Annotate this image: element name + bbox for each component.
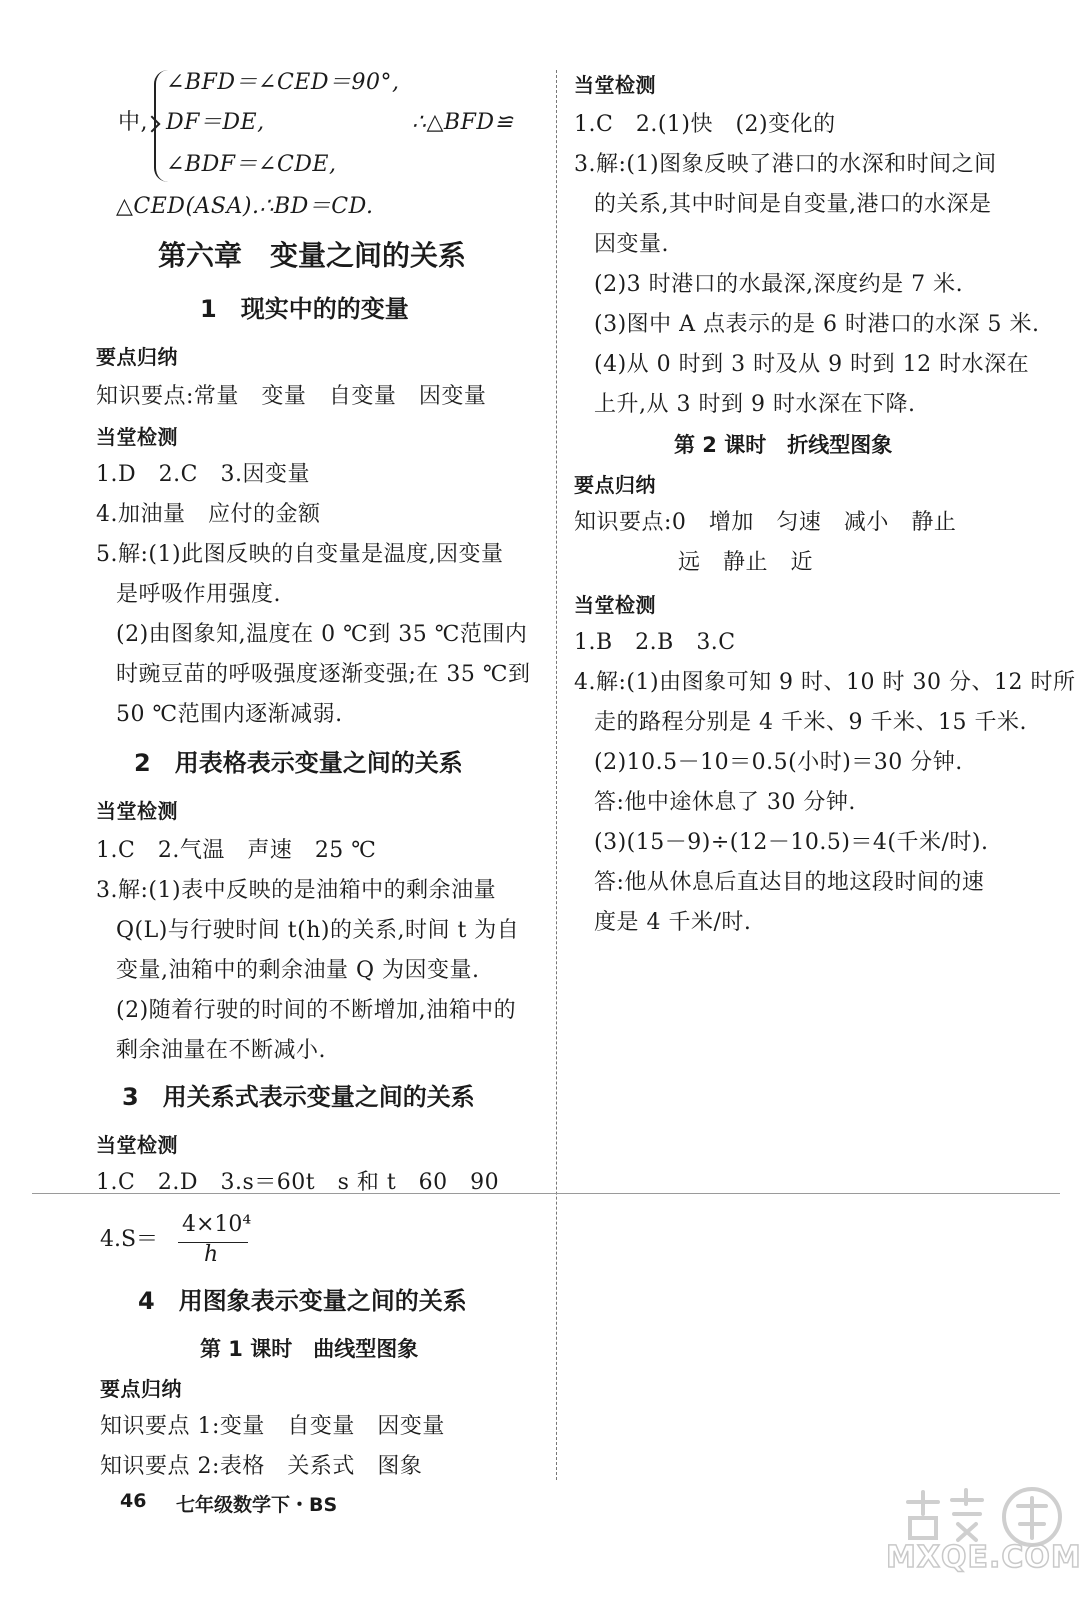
right-m-line-8: 度是 4 千米/时. xyxy=(594,910,752,935)
right-line-5: (2)3 时港口的水最深,深度约是 7 米. xyxy=(594,272,964,297)
section-4-heading-key-points: 要点归纳 xyxy=(100,1377,182,1401)
right-heading-check: 当堂检测 xyxy=(574,73,656,97)
page-number: 46 xyxy=(120,1490,147,1512)
section-4-title: 4 用图象表示变量之间的关系 xyxy=(138,1287,467,1315)
right-line-1: 1.C 2.(1)快 (2)变化的 xyxy=(574,112,836,137)
section-2-line-4: 变量,油箱中的剩余油量 Q 为因变量. xyxy=(116,958,480,983)
section-4-lesson-1: 第 1 课时 曲线型图象 xyxy=(200,1337,419,1361)
proof-line-2-tail: ∴△BFD≌ xyxy=(412,110,514,135)
section-1-knowledge: 知识要点:常量 变量 自变量 因变量 xyxy=(96,384,487,409)
section-1-heading-key-points: 要点归纳 xyxy=(96,345,178,369)
watermark-url: MXQE.COM xyxy=(886,1540,1082,1575)
right-m-line-5: 答:他中途休息了 30 分钟. xyxy=(594,790,856,815)
right-line-7: (4)从 0 时到 3 时及从 9 时到 12 时水深在 xyxy=(594,352,1030,377)
section-1-line-3: 5.解:(1)此图反映的自变量是温度,因变量 xyxy=(96,542,504,567)
section-1-line-7: 50 ℃范围内逐渐减弱. xyxy=(116,702,343,727)
right-heading-key-points: 要点归纳 xyxy=(574,473,656,497)
section-1-line-4: 是呼吸作用强度. xyxy=(116,582,281,607)
right-m-line-1: 1.B 2.B 3.C xyxy=(574,630,736,655)
section-4-knowledge-1: 知识要点 1:变量 自变量 因变量 xyxy=(100,1414,445,1439)
right-line-4: 因变量. xyxy=(594,232,669,257)
section-2-heading-check: 当堂检测 xyxy=(96,799,178,823)
section-2-line-2: 3.解:(1)表中反映的是油箱中的剩余油量 xyxy=(96,878,497,903)
right-line-8: 上升,从 3 时到 9 时水深在下降. xyxy=(594,392,916,417)
section-1-line-2: 4.加油量 应付的金额 xyxy=(96,502,321,527)
column-divider xyxy=(556,70,557,1480)
proof-line-2: DF＝DE, xyxy=(166,110,265,135)
right-knowledge-2: 远 静止 近 xyxy=(678,550,814,575)
section-4-knowledge-2: 知识要点 2:表格 关系式 图象 xyxy=(100,1454,423,1479)
section-2-line-1: 1.C 2.气温 声速 25 ℃ xyxy=(96,838,377,863)
formula-numerator: 4×10⁴ xyxy=(182,1212,252,1237)
section-1-line-5: (2)由图象知,温度在 0 ℃到 35 ℃范围内 xyxy=(116,622,528,647)
section-2-line-5: (2)随着行驶的时间的不断增加,油箱中的 xyxy=(116,998,517,1023)
right-knowledge-1: 知识要点:0 增加 匀速 减小 静止 xyxy=(574,510,957,535)
horizontal-divider xyxy=(32,1193,1060,1194)
right-m-line-4: (2)10.5－10＝0.5(小时)＝30 分钟. xyxy=(594,750,963,775)
section-1-line-6: 时豌豆苗的呼吸强度逐渐变强;在 35 ℃到 xyxy=(116,662,531,687)
chapter-title: 第六章 变量之间的关系 xyxy=(158,239,467,272)
section-3-title: 3 用关系式表示变量之间的关系 xyxy=(122,1083,475,1111)
section-1-heading-check: 当堂检测 xyxy=(96,425,178,449)
right-line-3: 的关系,其中时间是自变量,港口的水深是 xyxy=(594,192,992,217)
right-m-line-6: (3)(15－9)÷(12－10.5)＝4(千米/时). xyxy=(594,830,989,855)
right-m-line-7: 答:他从休息后直达目的地这段时间的速 xyxy=(594,870,985,895)
formula-denominator: h xyxy=(204,1242,219,1267)
right-m-line-3: 走的路程分别是 4 千米、9 千米、15 千米. xyxy=(594,710,1027,735)
right-m-line-2: 4.解:(1)由图象可知 9 时、10 时 30 分、12 时所 xyxy=(574,670,1076,695)
proof-line-3: ∠BDF＝∠CDE, xyxy=(166,152,337,177)
lesson-2-title: 第 2 课时 折线型图象 xyxy=(674,433,893,457)
right-heading-check-2: 当堂检测 xyxy=(574,593,656,617)
proof-conclusion: △CED(ASA).∴BD＝CD. xyxy=(116,194,374,219)
proof-line-1: ∠BFD＝∠CED＝90°, xyxy=(166,70,400,95)
section-1-title: 1 现实中的的变量 xyxy=(200,295,409,323)
section-3-line-1: 1.C 2.D 3.s＝60t s 和 t 60 90 xyxy=(96,1170,500,1195)
book-title: 七年级数学下・BS xyxy=(176,1494,338,1516)
section-1-line-1: 1.D 2.C 3.因变量 xyxy=(96,462,310,487)
section-2-line-3: Q(L)与行驶时间 t(h)的关系,时间 t 为自 xyxy=(116,918,520,943)
right-line-6: (3)图中 A 点表示的是 6 时港口的水深 5 米. xyxy=(594,312,1040,337)
section-2-title: 2 用表格表示变量之间的关系 xyxy=(134,749,463,777)
right-line-2: 3.解:(1)图象反映了港口的水深和时间之间 xyxy=(574,152,997,177)
formula-lhs: 4.S＝ xyxy=(100,1227,159,1252)
proof-prefix: 中, xyxy=(118,110,148,135)
section-2-line-6: 剩余油量在不断减小. xyxy=(116,1038,326,1063)
section-3-heading-check: 当堂检测 xyxy=(96,1133,178,1157)
